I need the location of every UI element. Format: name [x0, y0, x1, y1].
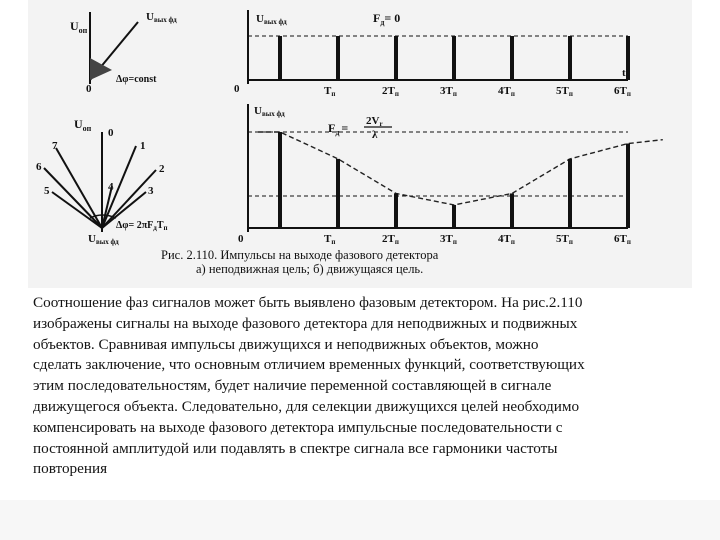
panel-a-pulses [278, 36, 630, 80]
panel-b-num-2: 2 [159, 163, 165, 175]
panel-a-phase-wedge [90, 58, 112, 80]
panel-a-uop-label: $U_{оп}$ [70, 19, 88, 35]
body-paragraph [33, 293, 693, 480]
body-line: постоянной амплитудой или подавлять в спектре сигнала все гармоники частоты [33, 439, 558, 457]
panel-a-pulse [568, 36, 572, 80]
panel-b-pulse [510, 193, 514, 228]
panel-b-num-1: 1 [140, 140, 146, 152]
panel-a-tick-label: Tп [324, 85, 336, 98]
panel-b-tick-label: 4Tп [498, 233, 515, 246]
figure-panel [28, 0, 692, 288]
body-line: компенсировать на выходе фазового детектора импульсные последовательности с [33, 418, 563, 436]
figure-2-110 [28, 0, 692, 288]
panel-a-time-label: t [622, 67, 626, 79]
body-line: движущегося объекта. Следовательно, для селекции движущихся целей необходимо [33, 397, 580, 415]
panel-b-num-6: 6 [36, 161, 42, 173]
panel-b-time-label: t [626, 215, 630, 227]
panel-b-uop-label: $U_{оп}$ [74, 117, 92, 133]
panel-b-doppler-label: $F_д$ = [328, 121, 349, 137]
panel-b-phasor-zero: 0 [108, 127, 114, 139]
panel-a-pulse [278, 36, 282, 80]
panel-b-doppler-denominator: λ [372, 129, 378, 141]
panel-b-doppler-numerator: 2Vr [366, 115, 383, 128]
panel-b-vector-label: Uвых фд [88, 233, 119, 246]
panel-b-phase-label: $\Delta\varphi= 2\pi F_дT_п$ [116, 220, 168, 232]
panel-a-phase-label: Δφ=const [116, 74, 157, 85]
body-line: Соотношение фаз сигналов может быть выявлено фазовым детектором. На рис.2.110 [33, 294, 583, 311]
panel-b-plot-y-label: Uвых фд [254, 105, 285, 118]
panel-a-tick-label: 4Tп [498, 85, 515, 98]
panel-b-tick-labels [324, 233, 631, 246]
panel-b-tick-label: Tп [324, 233, 336, 246]
panel-a-tick-labels [324, 85, 631, 98]
body-line: сделать заключение, что основным отличием временных функций, соответствующих [33, 356, 585, 374]
body-line: этим последовательностям, будет наличие переменной составляющей в сигнале [33, 377, 552, 395]
panel-a-pulse [452, 36, 456, 80]
panel-b-num-4: 4 [108, 181, 114, 193]
panel-b-pulse [336, 159, 340, 228]
panel-b-pulse [452, 205, 456, 228]
panel-b-pulses [278, 132, 630, 228]
panel-b-origin: 0 [238, 233, 244, 245]
panel-b-tick-label: 2Tп [382, 233, 399, 246]
panel-a-tick-label: 3Tп [440, 85, 457, 98]
panel-b-num-5: 5 [44, 185, 50, 197]
body-line: повторения [33, 460, 108, 478]
panel-a-vector-label: Uвых фд [146, 11, 177, 24]
panel-a-tick-label: 6Tп [614, 85, 631, 98]
panel-b-pulse [568, 159, 572, 228]
figure-caption-line2: а) неподвижная цель; б) движущаяся цель. [196, 262, 424, 276]
slide-footer-band [0, 500, 720, 540]
panel-b-envelope [258, 132, 663, 205]
panel-a-pulse [626, 36, 630, 80]
panel-b-num-7: 7 [52, 140, 58, 152]
body-line: изображены сигналы на выходе фазового детектора для неподвижных и подвижных [33, 314, 578, 332]
panel-a-tick-label: 2Tп [382, 85, 399, 98]
panel-b-pulse [278, 132, 282, 228]
body-line: объектов. Сравнивая импульсы движущихся и неподвижных объектов, можно [33, 335, 539, 353]
panel-b-vector-5 [52, 192, 102, 228]
panel-a-pulse [394, 36, 398, 80]
panel-a-origin: 0 [234, 83, 240, 95]
panel-a-pulse [510, 36, 514, 80]
panel-a-tick-label: 5Tп [556, 85, 573, 98]
panel-b-num-3: 3 [148, 185, 154, 197]
panel-a-plot-y-label: Uвых фд [256, 13, 287, 26]
figure-caption-line1: Рис. 2.110. Импульсы на выходе фазового детектора [161, 248, 439, 262]
panel-b-pulse [394, 193, 398, 228]
panel-a-doppler-label: $F_д= 0$ [373, 11, 401, 27]
panel-b-tick-label: 3Tп [440, 233, 457, 246]
panel-b-tick-label: 6Tп [614, 233, 631, 246]
panel-a-phasor-zero: 0 [86, 83, 92, 95]
panel-a-pulse [336, 36, 340, 80]
panel-b-tick-label: 5Tп [556, 233, 573, 246]
